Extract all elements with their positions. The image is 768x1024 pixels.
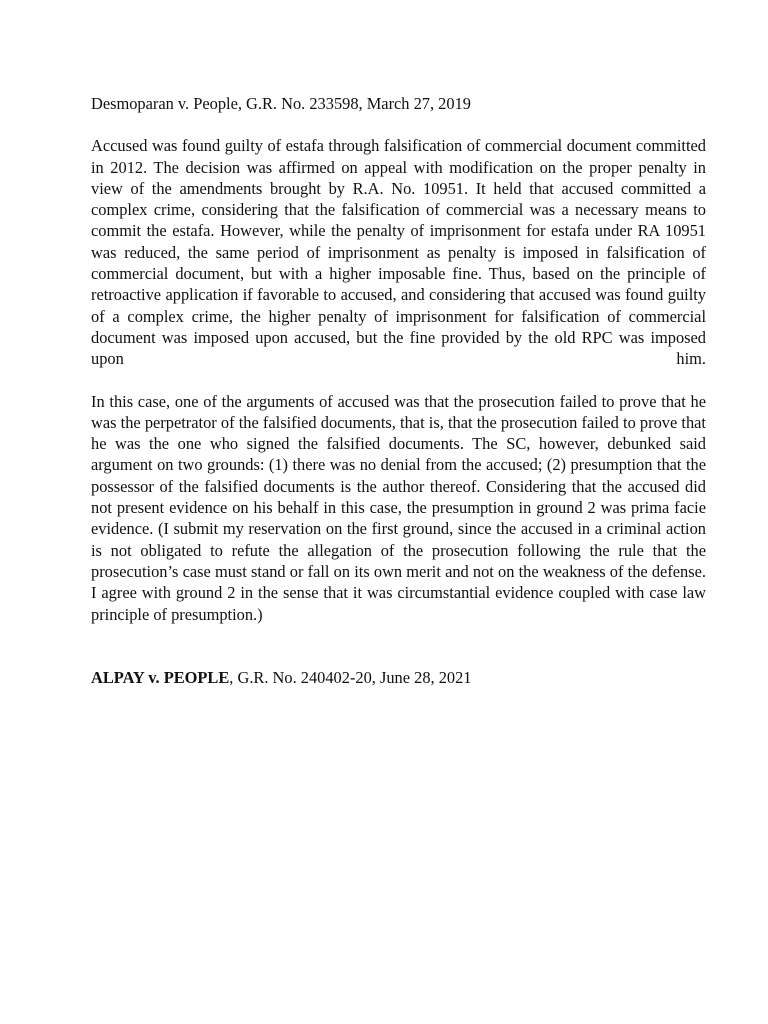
case-heading-desmoparan: Desmoparan v. People, G.R. No. 233598, March 27, 2019 bbox=[91, 94, 471, 113]
spacer bbox=[91, 625, 706, 667]
document-content bbox=[91, 93, 706, 688]
paragraph-case-summary: Accused was found guilty of estafa through falsification of commercial document committed in 2012. The decision was affirmed on appeal with modification on the proper penalty in view of the amendments brought by R.A. No. 10951. It held that accused committed a complex crime, considering that the falsification of commercial was a necessary means to commit the estafa. However, while the penalty of imprisonment for estafa under RA 10951 was reduced, the same period of imprisonment as penalty is imposed in falsification of commercial document, but with a higher imposable fine. Thus, based on the principle of retroactive application if favorable to accused, and considering that accused was found guilty of a complex crime, the higher penalty of imprisonment for falsification of commercial document was imposed upon accused, but the fine provided by the old RPC was imposed upon him. bbox=[91, 136, 706, 369]
case-citation: , G.R. No. 240402-20, June 28, 2021 bbox=[229, 667, 472, 687]
case-heading-alpay bbox=[91, 667, 706, 688]
spacer bbox=[91, 114, 706, 135]
spacer bbox=[91, 370, 706, 391]
case-title-bold: ALPAY v. PEOPLE bbox=[91, 667, 230, 687]
paragraph-case-arguments: In this case, one of the arguments of accused was that the prosecution failed to prove that he was the perpetrator of the falsified documents, that is, that the prosecution failed to prove that he was the one who signed the falsified documents. The SC, however, debunked said argument on two grounds: (1) there was no denial from the accused; (2) presumption that the possessor of the falsified documents is the author thereof. Considering that the accused did not present evidence on his behalf in this case, the presumption in ground 2 was prima facie evidence. (I submit my reservation on the first ground, since the accused in a criminal action is not obligated to refute the allegation of the prosecution following the rule that the prosecution’s case must stand or fall on its own merit and not on the weakness of the defense. I agree with ground 2 in the sense that it was circumstantial evidence coupled with case law principle of presumption.) bbox=[91, 391, 706, 624]
